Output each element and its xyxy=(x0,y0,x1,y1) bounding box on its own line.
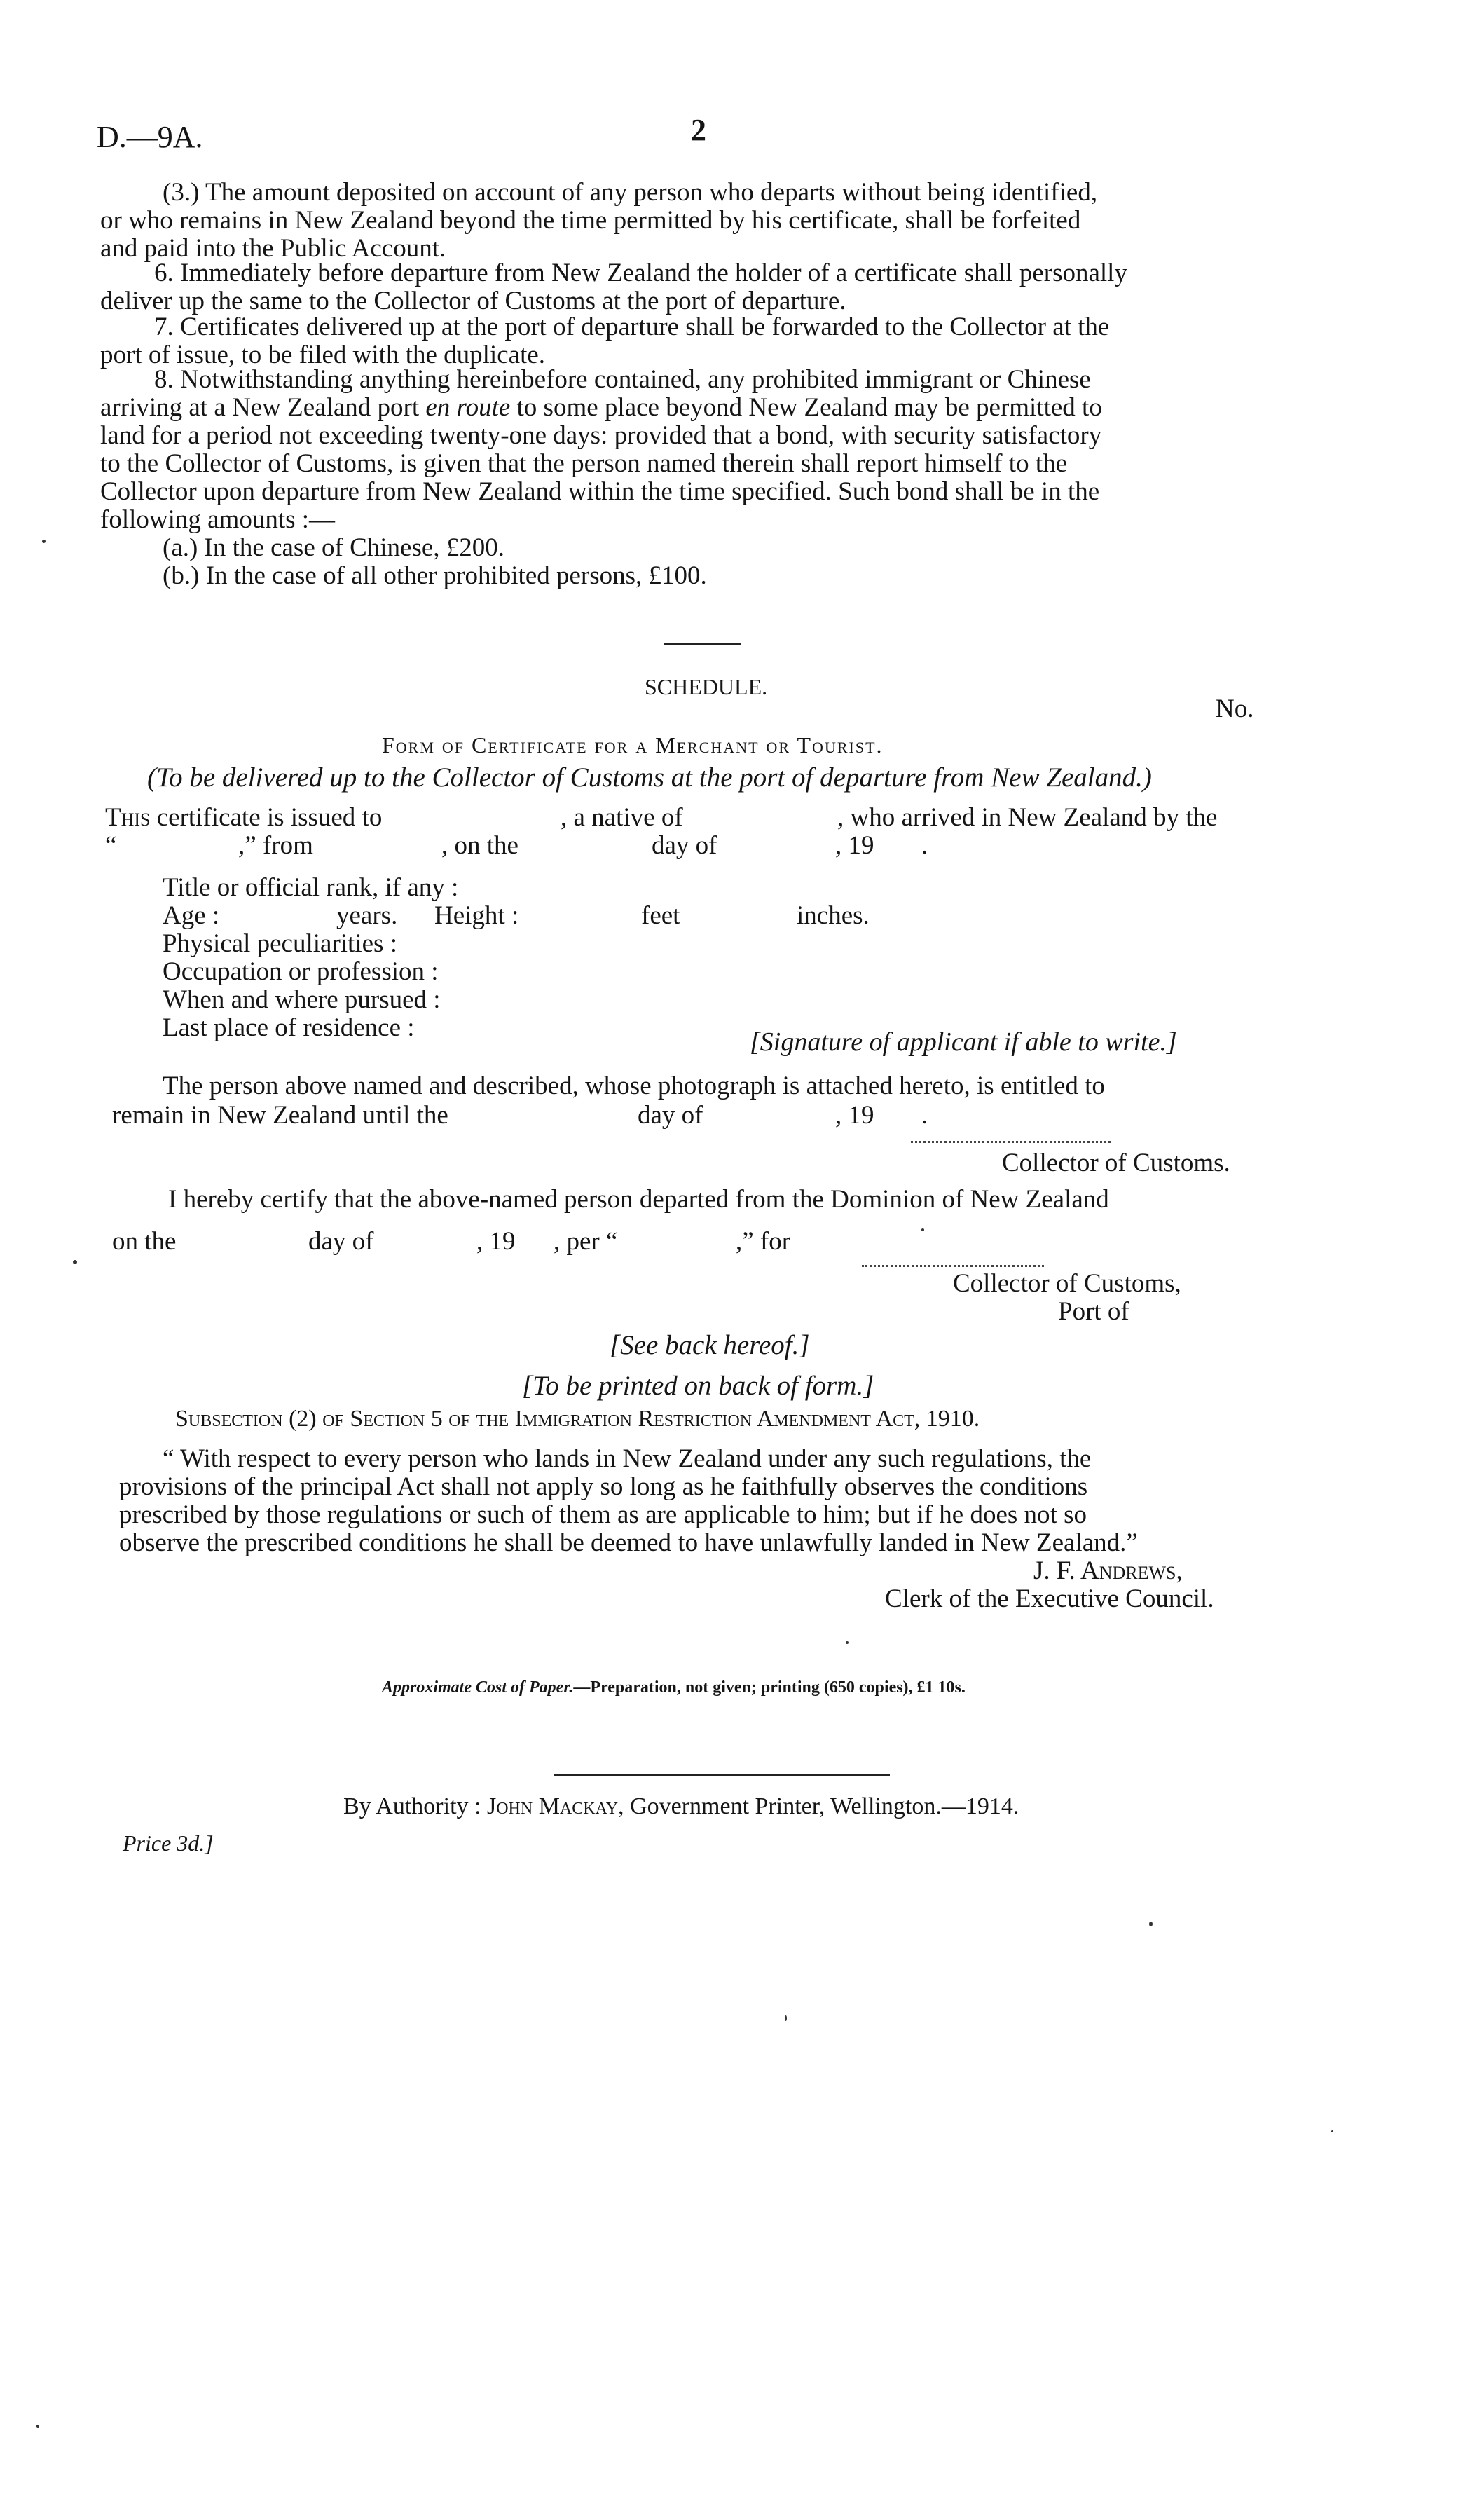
arrived-label: , who arrived in New Zealand by the xyxy=(837,803,1218,832)
see-back-note: [See back hereof.] xyxy=(610,1330,810,1360)
schedule-heading: SCHEDULE. xyxy=(645,674,768,699)
height-field: Height : xyxy=(434,901,519,930)
reg-8-line-1: 8. Notwithstanding anything hereinbefore contained, any prohibited immigrant or Chinese xyxy=(154,365,1091,394)
reg-8-line-2 xyxy=(100,394,1102,422)
scan-speck xyxy=(1331,2130,1333,2132)
this-smallcaps: This xyxy=(105,803,151,832)
departure-line-1: I hereby certify that the above-named person departed from the Dominion of New Zealand xyxy=(168,1185,1109,1214)
reg-7-line-2: port of issue, to be filed with the duplicate. xyxy=(100,341,546,369)
departure-day-of-label: day of xyxy=(308,1227,374,1256)
quote-line-3: prescribed by those regulations or such of them as are applicable to him; but if he does not so xyxy=(119,1500,1087,1529)
print-back-note: [To be printed on back of form.] xyxy=(522,1371,874,1401)
departure-per-label: , per “ xyxy=(554,1227,618,1256)
collector-of-customs-1: Collector of Customs. xyxy=(1002,1149,1230,1177)
arrival-day-of-label: day of xyxy=(652,831,717,860)
reg-6-line-1: 6. Immediately before departure from New Zealand the holder of a certificate shall personally xyxy=(154,259,1127,287)
paper-cost-text: —Preparation, not given; printing (650 copies), £1 10s. xyxy=(573,1678,966,1697)
entitled-day-of-label: day of xyxy=(638,1101,703,1130)
entitled-line-2: remain in New Zealand until the xyxy=(112,1101,448,1130)
departure-year-label: , 19 xyxy=(476,1227,516,1256)
native-of-label: , a native of xyxy=(561,803,683,832)
reg-8-text-c: to some place beyond New Zealand may be permitted to xyxy=(510,393,1102,422)
collector-signature-line-1 xyxy=(911,1141,1111,1143)
reg-8-line-4: to the Collector of Customs, is given that the person named therein shall report himself to the xyxy=(100,449,1068,478)
quote-line-4: observe the prescribed conditions he shall be deemed to have unlawfully landed in New Zealand.” xyxy=(119,1528,1138,1557)
scan-speck xyxy=(785,2015,787,2021)
from-label: ,” from xyxy=(238,831,313,860)
arrival-end-dot: . xyxy=(921,831,928,860)
quote-line-1: “ With respect to every person who lands in New Zealand under any such regulations, the xyxy=(163,1444,1092,1473)
signatory-title: Clerk of the Executive Council. xyxy=(885,1584,1214,1613)
entitled-end-dot: . xyxy=(921,1101,928,1130)
title-rank-field: Title or official rank, if any : xyxy=(163,873,459,902)
applicant-signature-note: [Signature of applicant if able to write.] xyxy=(750,1027,1177,1057)
bond-other: (b.) In the case of all other prohibited persons, £100. xyxy=(163,561,707,590)
printer-name: John Mackay, xyxy=(486,1793,624,1819)
feet-label: feet xyxy=(641,901,680,930)
reg-3-line-1: (3.) The amount deposited on account of any person who departs without being identified, xyxy=(163,178,1098,207)
issued-line xyxy=(105,804,382,832)
entitled-year-label: , 19 xyxy=(835,1101,874,1130)
subsection-heading: Subsection (2) of Section 5 of the Immigration Restriction Amendment Act, 1910. xyxy=(175,1406,980,1432)
collector-of-customs-2: Collector of Customs, xyxy=(953,1269,1181,1298)
reg-7-line-1: 7. Certificates delivered up at the port of departure shall be forwarded to the Collector at the xyxy=(154,313,1110,341)
reg-8-line-5: Collector upon departure from New Zealand within the time specified. Such bond shall be in the xyxy=(100,477,1100,506)
reg-3-line-2: or who remains in New Zealand beyond the time permitted by his certificate, shall be forfeited xyxy=(100,206,1081,235)
collector-signature-line-2 xyxy=(862,1265,1044,1267)
authority-label: By Authority : xyxy=(343,1793,481,1819)
reg-6-line-2: deliver up the same to the Collector of Customs at the port of departure. xyxy=(100,287,846,315)
scan-speck xyxy=(42,540,46,543)
issued-to-label: certificate is issued to xyxy=(156,803,383,832)
age-field: Age : xyxy=(163,901,220,930)
authority-line xyxy=(343,1793,1019,1821)
paper-cost-note xyxy=(382,1673,966,1702)
years-label: years. xyxy=(336,901,398,930)
printer-details: Government Printer, Wellington.—1914. xyxy=(624,1793,1019,1819)
when-where-field: When and where pursued : xyxy=(163,985,441,1014)
scan-speck xyxy=(846,1641,849,1644)
scan-speck xyxy=(73,1260,77,1264)
inches-label: inches. xyxy=(797,901,870,930)
quote-line-2: provisions of the principal Act shall not apply so long as he faithfully observes the conditions xyxy=(119,1472,1088,1501)
paper-cost-label: Approximate Cost of Paper. xyxy=(382,1678,574,1697)
delivery-note: (To be delivered up to the Collector of Customs at the port of departure from New Zealand.) xyxy=(147,762,1152,793)
arrival-year-label: , 19 xyxy=(835,831,874,860)
reg-8-line-3: land for a period not exceeding twenty-one days: provided that a bond, with security satisfactory xyxy=(100,421,1102,450)
entitled-line-1: The person above named and described, whose photograph is attached hereto, is entitled to xyxy=(163,1072,1105,1100)
port-of-label: Port of xyxy=(1058,1297,1129,1326)
authority-rule xyxy=(554,1774,890,1776)
reg-8-line-6: following amounts :— xyxy=(100,505,336,534)
departure-on-the-label: on the xyxy=(112,1227,177,1256)
bond-chinese: (a.) In the case of Chinese, £200. xyxy=(163,533,505,562)
reg-8-text-a: arriving at a New Zealand port xyxy=(100,393,426,422)
on-the-label: , on the xyxy=(441,831,518,860)
en-route-italic: en route xyxy=(425,393,511,422)
page-number: 2 xyxy=(691,113,706,147)
departure-for-label: ,” for xyxy=(736,1227,791,1256)
section-divider xyxy=(664,643,741,645)
scan-speck xyxy=(921,1228,924,1231)
certificate-number-label: No. xyxy=(1216,694,1254,723)
arrival-open-quote: “ xyxy=(105,831,117,860)
reg-3-line-3: and paid into the Public Account. xyxy=(100,234,446,263)
residence-field: Last place of residence : xyxy=(163,1013,415,1042)
signatory-name: J. F. Andrews, xyxy=(1033,1556,1183,1585)
scan-speck xyxy=(1149,1922,1153,1926)
scan-speck xyxy=(36,2425,39,2428)
physical-peculiarities-field: Physical peculiarities : xyxy=(163,929,397,958)
price-label: Price 3d.] xyxy=(123,1830,214,1856)
document-reference: D.—9A. xyxy=(97,120,203,154)
form-title: Form of Certificate for a Merchant or Tourist. xyxy=(382,732,884,758)
occupation-field: Occupation or profession : xyxy=(163,957,439,986)
